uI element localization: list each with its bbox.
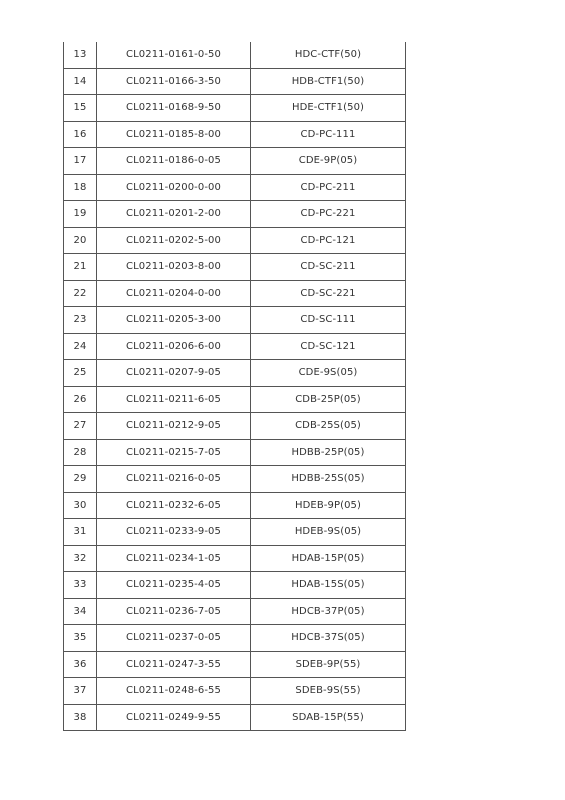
part-code-cell: CL0211-0248-6-55	[97, 678, 251, 705]
model-name-cell: CD-PC-221	[251, 201, 406, 228]
part-code-cell: CL0211-0237-0-05	[97, 625, 251, 652]
table-row	[64, 492, 406, 519]
model-name-cell: CD-PC-111	[251, 121, 406, 148]
table-row	[64, 121, 406, 148]
model-name-cell: HDBB-25S(05)	[251, 466, 406, 493]
model-name-cell: HDAB-15S(05)	[251, 572, 406, 599]
part-code-cell: CL0211-0202-5-00	[97, 227, 251, 254]
table-row	[64, 598, 406, 625]
part-code-cell: CL0211-0161-0-50	[97, 42, 251, 68]
part-code-cell: CL0211-0204-0-00	[97, 280, 251, 307]
model-name-cell: HDC-CTF(50)	[251, 42, 406, 68]
part-code-cell: CL0211-0215-7-05	[97, 439, 251, 466]
part-code-cell: CL0211-0185-8-00	[97, 121, 251, 148]
table-row	[64, 519, 406, 546]
row-number-cell: 33	[64, 572, 97, 599]
row-number-cell: 31	[64, 519, 97, 546]
table-row	[64, 148, 406, 175]
part-code-cell: CL0211-0166-3-50	[97, 68, 251, 95]
table-row	[64, 466, 406, 493]
part-code-cell: CL0211-0233-9-05	[97, 519, 251, 546]
table-row	[64, 201, 406, 228]
part-code-cell: CL0211-0234-1-05	[97, 545, 251, 572]
table-row	[64, 42, 406, 68]
row-number-cell: 22	[64, 280, 97, 307]
row-number-cell: 34	[64, 598, 97, 625]
part-code-cell: CL0211-0211-6-05	[97, 386, 251, 413]
part-code-cell: CL0211-0205-3-00	[97, 307, 251, 334]
row-number-cell: 30	[64, 492, 97, 519]
row-number-cell: 15	[64, 95, 97, 122]
parts-table	[63, 42, 406, 731]
model-name-cell: HDE-CTF1(50)	[251, 95, 406, 122]
model-name-cell: HDCB-37S(05)	[251, 625, 406, 652]
model-name-cell: CDB-25P(05)	[251, 386, 406, 413]
part-code-cell: CL0211-0247-3-55	[97, 651, 251, 678]
model-name-cell: CDB-25S(05)	[251, 413, 406, 440]
part-code-cell: CL0211-0200-0-00	[97, 174, 251, 201]
part-code-cell: CL0211-0236-7-05	[97, 598, 251, 625]
table-row	[64, 280, 406, 307]
table-row	[64, 413, 406, 440]
row-number-cell: 18	[64, 174, 97, 201]
table-row	[64, 95, 406, 122]
table-row	[64, 360, 406, 387]
table-row	[64, 307, 406, 334]
part-code-cell: CL0211-0212-9-05	[97, 413, 251, 440]
row-number-cell: 29	[64, 466, 97, 493]
model-name-cell: SDEB-9S(55)	[251, 678, 406, 705]
row-number-cell: 25	[64, 360, 97, 387]
model-name-cell: HDB-CTF1(50)	[251, 68, 406, 95]
part-code-cell: CL0211-0207-9-05	[97, 360, 251, 387]
part-code-cell: CL0211-0216-0-05	[97, 466, 251, 493]
part-code-cell: CL0211-0235-4-05	[97, 572, 251, 599]
model-name-cell: HDEB-9P(05)	[251, 492, 406, 519]
part-code-cell: CL0211-0232-6-05	[97, 492, 251, 519]
part-code-cell: CL0211-0249-9-55	[97, 704, 251, 731]
table-row	[64, 68, 406, 95]
table-row	[64, 545, 406, 572]
model-name-cell: HDAB-15P(05)	[251, 545, 406, 572]
model-name-cell: CD-SC-221	[251, 280, 406, 307]
row-number-cell: 27	[64, 413, 97, 440]
model-name-cell: CDE-9P(05)	[251, 148, 406, 175]
model-name-cell: CD-SC-121	[251, 333, 406, 360]
model-name-cell: CD-PC-211	[251, 174, 406, 201]
table-row	[64, 386, 406, 413]
model-name-cell: CD-PC-121	[251, 227, 406, 254]
row-number-cell: 35	[64, 625, 97, 652]
model-name-cell: CD-SC-211	[251, 254, 406, 281]
table-row	[64, 651, 406, 678]
row-number-cell: 37	[64, 678, 97, 705]
row-number-cell: 23	[64, 307, 97, 334]
table-row	[64, 704, 406, 731]
table-row	[64, 625, 406, 652]
model-name-cell: HDCB-37P(05)	[251, 598, 406, 625]
table-row	[64, 572, 406, 599]
row-number-cell: 26	[64, 386, 97, 413]
part-code-cell: CL0211-0201-2-00	[97, 201, 251, 228]
row-number-cell: 14	[64, 68, 97, 95]
row-number-cell: 21	[64, 254, 97, 281]
table-row	[64, 254, 406, 281]
row-number-cell: 19	[64, 201, 97, 228]
part-code-cell: CL0211-0168-9-50	[97, 95, 251, 122]
table-row	[64, 333, 406, 360]
parts-table-body	[64, 42, 406, 731]
row-number-cell: 38	[64, 704, 97, 731]
model-name-cell: SDEB-9P(55)	[251, 651, 406, 678]
table-row	[64, 227, 406, 254]
row-number-cell: 32	[64, 545, 97, 572]
table-row	[64, 174, 406, 201]
part-code-cell: CL0211-0203-8-00	[97, 254, 251, 281]
model-name-cell: HDBB-25P(05)	[251, 439, 406, 466]
model-name-cell: CDE-9S(05)	[251, 360, 406, 387]
model-name-cell: SDAB-15P(55)	[251, 704, 406, 731]
row-number-cell: 24	[64, 333, 97, 360]
model-name-cell: HDEB-9S(05)	[251, 519, 406, 546]
row-number-cell: 28	[64, 439, 97, 466]
table-row	[64, 439, 406, 466]
part-code-cell: CL0211-0186-0-05	[97, 148, 251, 175]
part-code-cell: CL0211-0206-6-00	[97, 333, 251, 360]
row-number-cell: 17	[64, 148, 97, 175]
model-name-cell: CD-SC-111	[251, 307, 406, 334]
row-number-cell: 16	[64, 121, 97, 148]
row-number-cell: 20	[64, 227, 97, 254]
row-number-cell: 36	[64, 651, 97, 678]
table-row	[64, 678, 406, 705]
row-number-cell: 13	[64, 42, 97, 68]
